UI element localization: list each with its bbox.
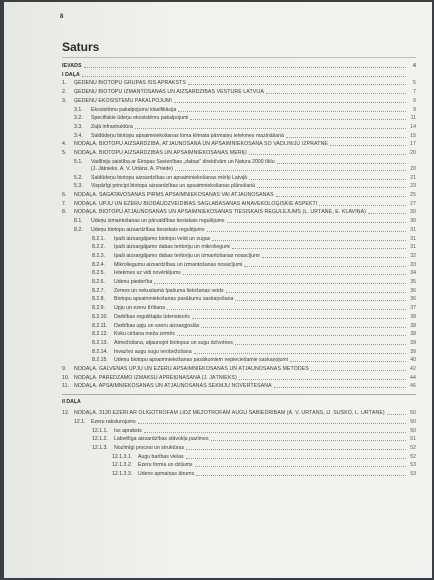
leader-dots <box>144 432 406 433</box>
toc-entry <box>92 314 416 320</box>
toc-entry <box>112 462 416 468</box>
toc-entry-title: NODAĻA. PAREDZAMO IZMAKSU APRĒĶINĀŠANA (J. JĀTNIEKS) <box>74 374 237 381</box>
toc-entry <box>62 141 416 147</box>
leader-dots <box>330 145 406 146</box>
toc-entry <box>74 115 416 121</box>
leader-dots <box>84 67 406 68</box>
toc-entry-title: Ūdeņu izmantošanas un pārvaldības tiesiskais regulējums <box>91 218 225 225</box>
leader-dots <box>201 327 406 328</box>
toc-entry-number: 12.1.3. <box>92 444 108 451</box>
toc-entry-number: 8.2.4. <box>92 261 105 268</box>
leader-dots <box>174 102 406 103</box>
toc-page-number: 50 <box>410 427 416 434</box>
toc-entry-continuation <box>91 166 416 172</box>
toc-page-number: 36 <box>410 296 416 303</box>
toc-entry-number: 9. <box>62 366 67 372</box>
toc-page-number: 46 <box>410 383 416 390</box>
toc-page-number: 7 <box>413 89 416 96</box>
toc-entry-number: 5.2. <box>74 174 83 181</box>
toc-page-number: 4 <box>413 63 416 69</box>
toc-entry-title: Zaļā infrastruktūra <box>91 123 133 130</box>
toc-page-number: 42 <box>410 366 416 372</box>
toc-entry <box>92 262 416 268</box>
leader-dots <box>227 222 406 223</box>
toc-entry <box>62 410 416 416</box>
toc-entry-number: 8.2.3. <box>92 252 105 259</box>
leader-dots <box>138 423 406 424</box>
toc-entry-title: Ūdenu piederība <box>114 279 153 285</box>
toc-entry <box>62 89 416 95</box>
leader-dots <box>135 128 406 129</box>
page-title: Saturs <box>62 40 100 54</box>
toc-entry <box>62 366 416 372</box>
leader-dots <box>226 292 406 293</box>
toc-page-number: 31 <box>410 244 416 251</box>
toc-entry-title: Zemes un nekustamā īpašuma lietošanas veids <box>114 287 224 294</box>
toc-entry-number: 8.2.2. <box>92 244 105 251</box>
toc-entry-title: NODAĻA. 3130 EZERI AR OLIGOTROFĀM LĪDZ MEZOTROFĀM AUGU SABIEDRĪBĀM (A. V. URTĀNS, U. SUŠKO, L. URTĀNE) <box>74 410 385 417</box>
toc-entry-title: NODAĻA. SAGATAVOŠANĀS PIRMS APSAIMNIEKOŠANAS VAI ATJAUNOŠANAS <box>74 192 274 198</box>
toc-page-number: 53 <box>410 471 416 477</box>
toc-page-number: 17 <box>410 141 416 148</box>
toc-page-number: 38 <box>410 313 416 320</box>
toc-entry-title: ĢEDENU EKOSISTĒMU PAKALPOJUMI <box>74 97 172 104</box>
toc-page-number: 25 <box>410 192 416 198</box>
toc-entry-number: 8.1. <box>74 218 83 225</box>
toc-entry-title: Ekosistēmu pakalpojumu klasifikācija <box>91 106 177 113</box>
toc-entry-title: Ietekmes uz vidi novērtējums <box>114 270 181 277</box>
leader-dots <box>177 335 406 336</box>
toc-entry-title: Īpaši aizsargājamo biotopu veidi un sugas <box>114 235 211 242</box>
toc-entry <box>92 323 416 329</box>
toc-entry-title: Koku ciršana meža zemēs <box>114 331 175 338</box>
toc-entry-title: Saldūdeņu biotopu aizsardzības un apsaimniekošanas mērķi Latvijā <box>91 174 248 181</box>
toc-entry-number: 3.2. <box>74 115 83 122</box>
toc-entry-title: Ūdeņu biotopu apsaimniekošanas pasākumiem nepieciešamie saskaņojumi <box>114 357 288 364</box>
toc-page-number: 44 <box>410 374 416 381</box>
leader-dots <box>82 76 406 77</box>
leader-dots <box>207 231 406 232</box>
toc-entry-number: 12.1.2. <box>92 436 108 443</box>
leader-dots <box>211 440 406 441</box>
toc-page-number: 31 <box>410 235 416 242</box>
leader-dots <box>188 84 406 85</box>
toc-page-number: 36 <box>410 287 416 294</box>
toc-entry-number: 7. <box>62 200 67 207</box>
leader-dots <box>266 93 406 94</box>
toc-entry-title: Ezeru raksturojums <box>91 418 136 425</box>
toc-page-number: 51 <box>410 436 416 443</box>
leader-dots <box>175 170 406 171</box>
toc-entry <box>112 454 416 460</box>
toc-entry <box>62 375 416 381</box>
toc-entry-title: ĢEDENU BIOTOPU IZMANTOŠANAS UN AIZSARDZĪBAS VĒSTURE LATVIJĀ <box>74 89 265 96</box>
toc-entry <box>92 270 416 276</box>
toc-entry-number: 5.3. <box>74 183 83 190</box>
toc-page-number: 33 <box>410 261 416 268</box>
toc-entry <box>62 150 416 156</box>
toc-entry-number: 8.2.8. <box>92 296 105 303</box>
toc-entry-title: I DAĻA <box>62 71 80 78</box>
toc-entry <box>92 279 416 285</box>
toc-entry-number: 8.2.14. <box>92 348 108 355</box>
toc-entry-title: Saldūdeņu biotopu apsaimniekošanas loma klimata pārmaiņu ietekmes mazināšanā <box>91 132 284 139</box>
toc-entry-title: Īss apraksts <box>114 427 142 434</box>
toc-entry <box>92 331 416 337</box>
toc-entry <box>92 436 416 442</box>
toc-entry-title: Darbības regulētajās ūdenstecēs <box>114 313 190 320</box>
toc-entry-number: 8.2.13. <box>92 339 108 346</box>
toc-entry-number: 8. <box>62 209 67 216</box>
toc-entry-number: 8.2.6. <box>92 279 105 285</box>
toc-entry-number: 5. <box>62 150 67 156</box>
toc-entry-number: 8.2.12. <box>92 331 108 338</box>
toc-page-number: 30 <box>410 209 416 216</box>
toc-page-number: 14 <box>410 123 416 130</box>
toc-entry-number: 6. <box>62 192 67 198</box>
toc-entry-number: 3.1. <box>74 106 83 113</box>
toc-entry-number: 8.2.15. <box>92 357 108 364</box>
toc-entry <box>62 201 416 207</box>
document-page <box>4 2 432 578</box>
leader-dots <box>311 370 406 371</box>
toc-entry-number: 12.1.3.1. <box>112 453 133 460</box>
toc-entry-title: NODAĻA. APSAIMNIEKOŠANAS UN ATJAUNOŠANAS SEKMJU NOVĒRTĒŠANA <box>74 383 272 390</box>
leader-dots <box>167 309 406 310</box>
toc-entry <box>74 107 416 113</box>
toc-page-number: 15 <box>410 132 416 139</box>
leader-dots <box>186 458 406 459</box>
toc-entry <box>92 244 416 250</box>
toc-entry-title: Atmežošana, atjaunojot biotopus un sugu dzīvotnes <box>114 339 233 346</box>
leader-dots <box>249 154 406 155</box>
toc-entry-authors: (J. Jātnieks, A. V. Urtāns, A. Priede) <box>91 165 173 172</box>
leader-dots <box>186 449 406 450</box>
toc-entry <box>74 124 416 130</box>
section-divider <box>62 394 416 395</box>
toc-entry-number: 8.2.10. <box>92 313 108 320</box>
toc-page-number: 20 <box>410 150 416 156</box>
toc-entry-title: Ezeru forma un dziļums <box>138 462 193 469</box>
leader-dots <box>274 387 406 388</box>
toc-entry-number: 12.1.3.2. <box>112 462 133 469</box>
toc-entry <box>74 133 416 139</box>
toc-entry-title: Īpaši aizsargājamo dabas teritoriju un mikroliegumi <box>114 244 231 251</box>
toc-page-number: 34 <box>410 270 416 277</box>
title-divider <box>62 57 416 58</box>
toc-entry <box>74 159 416 165</box>
toc-page-number: 31 <box>410 226 416 233</box>
toc-entry-title: Vispārīgi principi biotopu aizsardzības un apsaimniekošanas plānošanā <box>91 183 255 190</box>
toc-entry-title: Mikroliegumu aizsardzības un izmantošanas nosacījumi <box>114 261 243 268</box>
toc-page-number: 9 <box>413 106 416 113</box>
toc-heading <box>62 72 416 78</box>
toc-entry-title: Labvēlīga aizsardzības stāvokļa pazīmes <box>114 436 209 443</box>
leader-dots <box>368 213 406 214</box>
toc-entry <box>74 175 416 181</box>
leader-dots <box>195 466 407 467</box>
toc-entry-number: 8.2.7. <box>92 287 105 294</box>
toc-entry-number: 10. <box>62 374 70 381</box>
toc-entry-number: 12. <box>62 410 70 417</box>
toc-entry-title: Vadlīniju saistība ar Eiropas Savienības „dabas” direktīvām un Natura 2000 tīklu <box>91 158 275 165</box>
toc-page-number: 27 <box>410 200 416 207</box>
toc-entry <box>74 227 416 233</box>
toc-page-number: 52 <box>410 453 416 460</box>
leader-dots <box>183 274 406 275</box>
toc-page-number: 50 <box>410 410 416 417</box>
toc-entry-number: 11. <box>62 383 70 390</box>
toc-page-number: 52 <box>410 444 416 451</box>
toc-entry-number: 5.1. <box>74 158 83 165</box>
toc-entry-title: Darbības upju un ezeru aizsargjoslās <box>114 322 200 329</box>
page-number: 8 <box>60 14 64 20</box>
leader-dots <box>190 119 406 120</box>
toc-entry-title: NODAĻA. BIOTOPU ATJAUNOŠANAS UN APSAIMNIEKOŠANAS TIESISKAIS REGULĒJUMS (L. URTĀNE, E. KLAVIŅA) <box>74 209 366 216</box>
toc-page-number: 39 <box>410 339 416 346</box>
toc-entry-title: NODAĻA. BIOTOPU AIZSARDZĪBAS UN APSAIMNIEKOŠANAS MĒRĶI <box>74 150 247 156</box>
toc-entry <box>92 357 416 363</box>
leader-dots <box>194 353 406 354</box>
toc-entry-title: NODAĻA. UPJU UN EZERU BIODAUDZVEIDĪBAS SAGLABĀŠANAS AINAVEKOLOĢISKIE ASPEKTI <box>74 200 318 207</box>
leader-dots <box>239 379 406 380</box>
toc-entry <box>62 192 416 198</box>
toc-entry-number: 3.3. <box>74 123 83 130</box>
toc-entry-title: Biotopu apsaimniekošanas pasākumu saskaņošana <box>114 296 234 303</box>
toc-entry-number: 1. <box>62 80 67 87</box>
leader-dots <box>244 266 406 267</box>
toc-entry <box>62 209 416 215</box>
toc-entry <box>112 471 416 477</box>
leader-dots <box>286 137 406 138</box>
toc-entry-title: ĢEDENU BIOTOPU GRUPAS ĪSS APRAKSTS <box>74 80 186 87</box>
leader-dots <box>154 283 406 284</box>
toc-heading <box>62 63 416 69</box>
toc-page-number: 32 <box>410 252 416 259</box>
toc-entry-title: Invazīvo augu sugu ierobežošana <box>114 348 192 355</box>
toc-page-number: 40 <box>410 357 416 364</box>
toc-entry-number: 4. <box>62 141 67 148</box>
toc-entry-title: IEVADS <box>62 63 82 69</box>
leader-dots <box>235 344 406 345</box>
toc-entry-title: Ūdeņu biotopu aizsardzības tiesiskais regulējums <box>91 226 205 233</box>
toc-entry <box>92 428 416 434</box>
toc-entry <box>92 349 416 355</box>
leader-dots <box>235 300 406 301</box>
leader-dots <box>262 257 406 258</box>
toc-entry-title: NODAĻA. GALVENĀS UPJU UN EZERU APSAIMNIEKOŠANAS UN ATJAUNOŠANAS METODES <box>74 366 309 372</box>
toc-entry-number: 3.4. <box>74 132 83 139</box>
leader-dots <box>196 475 406 476</box>
toc-entry <box>62 98 416 104</box>
toc-entry <box>92 340 416 346</box>
toc-entry <box>74 419 416 425</box>
toc-page-number: 37 <box>410 305 416 312</box>
leader-dots <box>277 163 406 164</box>
part-two-label: II DAĻA <box>62 399 81 406</box>
leader-dots <box>319 205 406 206</box>
toc-entry-title: Īpaši aizsargājamo dabas teritoriju un izmantošanas nosacījumi <box>114 252 260 259</box>
leader-dots <box>249 179 406 180</box>
leader-dots <box>257 187 406 188</box>
leader-dots <box>276 196 406 197</box>
toc-page-number: 53 <box>410 462 416 469</box>
toc-entry-number: 12.1.1. <box>92 427 108 434</box>
toc-entry <box>62 383 416 389</box>
toc-page-number: 38 <box>410 331 416 338</box>
toc-entry <box>74 218 416 224</box>
toc-entry-number: 8.2.1. <box>92 235 105 242</box>
toc-entry-title: Ūdens apmaiņas ātrums <box>138 471 195 477</box>
toc-entry-title: Augu barības vielas <box>138 453 184 460</box>
toc-entry-title: Nozīmīgi procesi un struktūras <box>114 444 185 451</box>
toc-page-number: 21 <box>410 174 416 181</box>
toc-entry-number: 12.1. <box>74 418 86 425</box>
toc-entry-number: 8.2. <box>74 226 83 233</box>
toc-entry <box>74 183 416 189</box>
toc-entry-number: 8.2.9. <box>92 305 105 312</box>
leader-dots <box>178 111 406 112</box>
toc-entry <box>92 236 416 242</box>
toc-entry-number: 12.1.3.3. <box>112 471 133 477</box>
toc-entry-number: 8.2.11. <box>92 322 108 329</box>
toc-entry-title: NODAĻA. BIOTOPU AIZSARDZĪBA, ATJAUNOŠANA UN APSAIMNIEKOŠANA ŠO VADLĪNIJU IZPRATNĒ <box>74 141 328 148</box>
toc-page-number: 35 <box>410 279 416 285</box>
toc-page-number: 9 <box>413 97 416 104</box>
leader-dots <box>192 318 406 319</box>
toc-page-number: 50 <box>410 418 416 425</box>
toc-entry <box>92 305 416 311</box>
toc-entry <box>92 253 416 259</box>
toc-page-number: 11 <box>410 115 416 122</box>
toc-entry <box>62 80 416 86</box>
toc-entry-number: 3. <box>62 97 67 104</box>
toc-entry <box>92 445 416 451</box>
leader-dots <box>212 240 406 241</box>
leader-dots <box>387 414 406 415</box>
toc-entry-title: Upju un ezeru tīrīšana <box>114 305 166 312</box>
toc-page-number: 23 <box>410 183 416 190</box>
toc-page-number: 38 <box>410 322 416 329</box>
toc-page-number: 30 <box>410 218 416 225</box>
toc-entry <box>92 288 416 294</box>
toc-entry-title: Specifiskie ūdeņu ekosistēmu pakalpojumi <box>91 115 189 122</box>
toc-page-number: 39 <box>410 348 416 355</box>
toc-entry <box>92 296 416 302</box>
toc-entry-number: 2. <box>62 89 67 96</box>
leader-dots <box>290 361 406 362</box>
toc-page-number: 5 <box>413 80 416 87</box>
leader-dots <box>232 248 406 249</box>
toc-entry-number: 8.2.5. <box>92 270 105 277</box>
toc-page-number: 20 <box>410 165 416 172</box>
